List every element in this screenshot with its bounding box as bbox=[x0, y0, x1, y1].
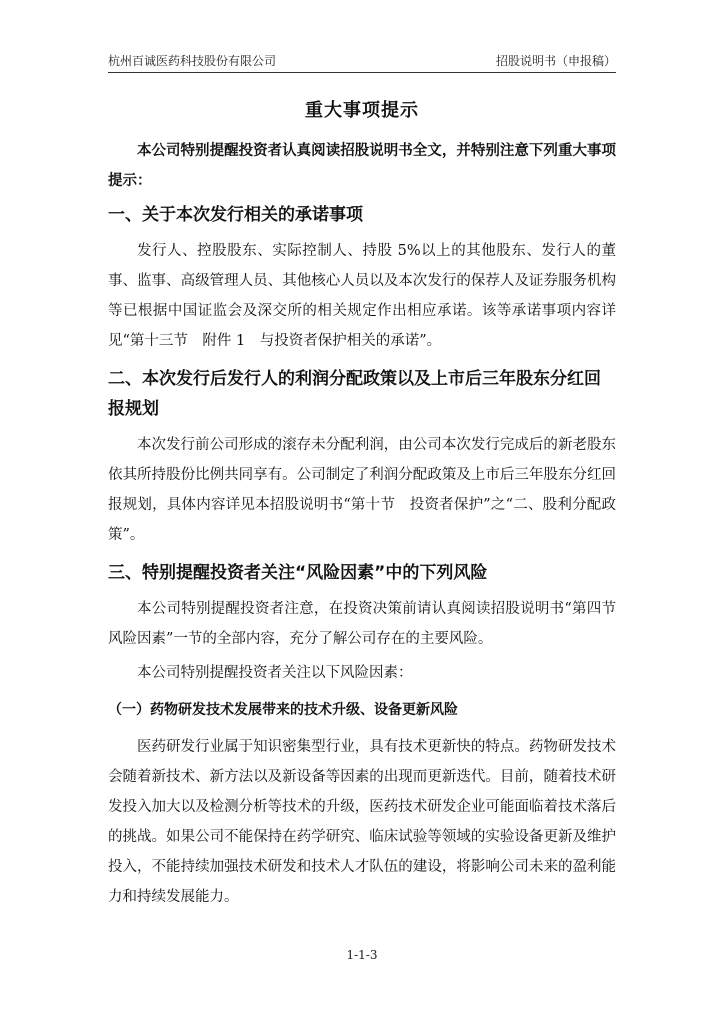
section-1-body: 发行人、控股股东、实际控制人、持股 5%以上的其他股东、发行人的董事、监事、高级管理人员、其他核心人员以及本次发行的保荐人及证券服务机构等已根据中国证监会及深交所的相关规定作出相应承诺。该等承诺事项内容详见“第十三节 附件 1 与投资者保护相关的承诺”。 bbox=[108, 243, 616, 349]
section-3-heading: 三、特别提醒投资者关注“风险因素”中的下列风险 bbox=[108, 563, 488, 583]
subsection-1-heading: （一）药物研发技术发展带来的技术升级、设备更新风险 bbox=[108, 702, 458, 718]
page-title: 重大事项提示 bbox=[305, 100, 419, 121]
section-3-body-2: 本公司特别提醒投资者关注以下风险因素： bbox=[137, 665, 413, 681]
section-2-body: 本次发行前公司形成的滚存未分配利润，由公司本次发行完成后的新老股东依其所持股份比例共同享有。公司制定了利润分配政策及上市后三年股东分红回报规划，具体内容详见本招股说明书“第十节 投资者保护”之“二、股利分配政策”。 bbox=[108, 437, 616, 543]
section-1-heading: 一、关于本次发行相关的承诺事项 bbox=[108, 205, 363, 225]
page-number: 1-1-3 bbox=[346, 948, 378, 962]
page-header bbox=[108, 46, 616, 73]
header-document-type: 招股说明书（申报稿） bbox=[495, 54, 616, 68]
header-company-name: 杭州百诚医药科技股份有限公司 bbox=[108, 54, 277, 68]
intro-paragraph: 本公司特别提醒投资者认真阅读招股说明书全文，并特别注意下列重大事项提示： bbox=[108, 143, 616, 189]
subsection-1-body: 医药研发行业属于知识密集型行业，具有技术更新快的特点。药物研发技术会随着新技术、新方法以及新设备等因素的出现而更新迭代。目前，随着技术研发投入加大以及检测分析等技术的升级，医药技术研发企业可能面临着技术落后的挑战。如果公司不能保持在药学研究、临床试验等领域的实验设备更新及维护投入，不能持续加强技术研发和技术人才队伍的建设，将影响公司未来的盈利能力和持续发展能力。 bbox=[108, 739, 616, 905]
section-2-heading: 二、本次发行后发行人的利润分配政策以及上市后三年股东分红回报规划 bbox=[108, 369, 601, 419]
section-3-body-1: 本公司特别提醒投资者注意，在投资决策前请认真阅读招股说明书“第四节 风险因素”一节的全部内容，充分了解公司存在的主要风险。 bbox=[108, 601, 631, 647]
